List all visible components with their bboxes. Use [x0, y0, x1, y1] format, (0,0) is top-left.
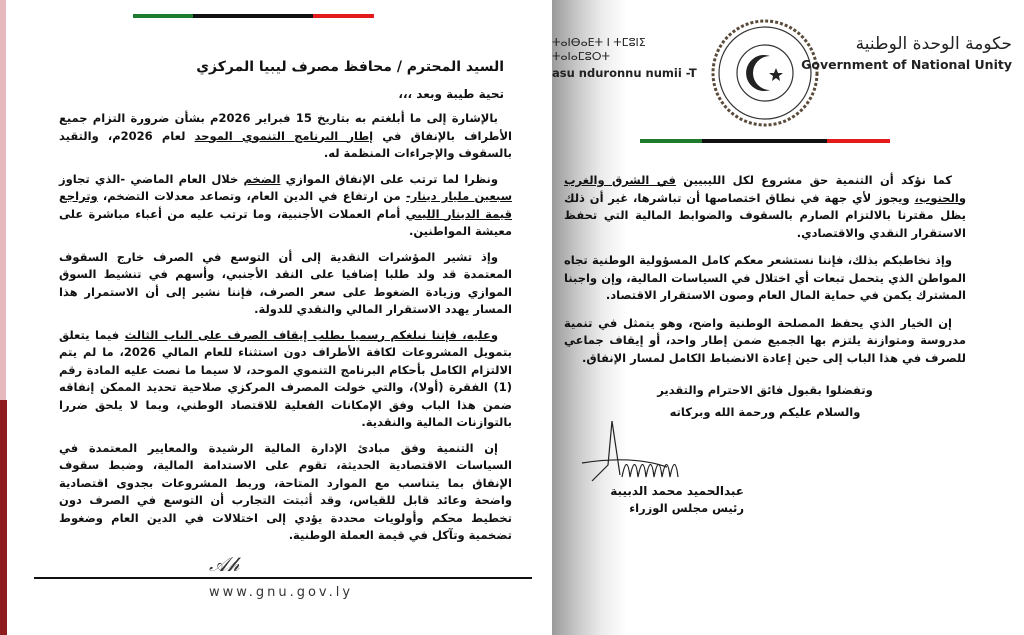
closing-respect: وتفضلوا بقبول فائق الاحترام والتقدير [657, 383, 873, 397]
header-latin-title: asu nduronnu numii -T [552, 66, 697, 80]
text-segment: وإذ نخاطبكم بذلك، فإننا نستشعر معكم كامل المسؤولية الوطنية تجاه المواطن الذي يتحمل تبعات أي اختلال في السياسات المالية، وإن واجبنا المشترك يكمن في حماية المال العام وصون الاستقرار الاقتصاد. [564, 253, 966, 302]
text-segment: من ارتفاع في الدين العام، وتصاعد معدلات التضخم، [97, 189, 406, 203]
text-segment: بالإشارة إلى ما أبلغتم به بتاريخ 15 فبراير 2026م بشأن ضرورة التزام جميع الأطراف بالإنفاق في [59, 111, 512, 143]
page-gap [532, 0, 552, 635]
paragraph [59, 327, 512, 432]
header-english-title: Government of National Unity [801, 57, 1012, 72]
government-seal-logo [710, 18, 820, 128]
scan-edge [0, 0, 6, 400]
text-segment: وإذ تشير المؤشرات النقدية إلى أن التوسع في الصرف خارج السقوف المعتمدة قد ولد طلبا إضافيا على النقد الأجنبي، وأسهم في تنشيط السوق الموازي وزيادة الضغوط على سعر الصرف، فإننا نشير إلى أن الاستمرار هذا المسار يهدد الاستقرار المالي والنقدي للدولة. [59, 249, 512, 316]
paragraph [59, 440, 512, 545]
scan-edge-red [0, 400, 7, 635]
underlined-emphasis: إطار البرنامج التنموي الموحد [194, 128, 374, 143]
header-amazigh-block [552, 36, 702, 80]
letter-page-1 [552, 0, 1024, 635]
text-segment: إن التنمية وفق مبادئ الإدارة المالية الرشيدة والمعايير المعتمدة في السياسات الاقتصادية الحديثة، تقوم على الاستدامة المالية، وضبط سقوف الإنفاق بما يتناسب مع الموارد المتاحة، وربط المشروعات بجدوى اقتصادية واضحة وعائد قابل للقياس، وقد أثبتت التجارب أن التوسع في الصرف دون تخطيط محكم وأولويات محددة يؤدي إلى اختلالات في الدين العام وضغوط تضخمية وتآكل في قيمة العملة الوطنية. [59, 440, 512, 542]
paragraph [564, 315, 966, 368]
handwritten-signature [572, 421, 712, 483]
paragraph [564, 172, 966, 242]
signatory-name: عبدالحميد محمد الدبيبة [610, 484, 744, 498]
underlined-emphasis: الضخم [243, 171, 281, 186]
paragraph [59, 110, 512, 163]
crescent-icon [746, 55, 770, 91]
signatory-title: رئيس مجلس الوزراء [629, 501, 744, 515]
closing-greeting: والسلام عليكم ورحمة الله وبركاته [669, 405, 861, 419]
letter-body [564, 172, 966, 377]
header-arabic-title: حكومة الوحدة الوطنية [855, 34, 1012, 54]
handwritten-initials: 𝒜𝒽 [209, 551, 240, 576]
text-segment: إن الخيار الذي يحفظ المصلحة الوطنية واضح، وهو يتمثل في تنمية مدروسة ومتوازنة يلتزم بها الجميع ضمن إطار واحد، أو إيقاف جماعي للصرف في هذا الباب إلى حين إعادة الانضباط الكامل لمسار الإنفاق. [564, 315, 966, 365]
text-segment: أمام العملات الأجنبية، وما ترتب عليه من أعباء مباشرة على معيشة المواطنين. [59, 206, 512, 238]
paragraph [59, 249, 512, 319]
text-segment: كما نؤكد أن التنمية حق مشروع لكل الليبيين [675, 173, 952, 187]
underlined-emphasis: وتراجع قيمة الدينار الليبي [59, 189, 512, 221]
right-page-content [564, 172, 966, 517]
flag-color-bar [133, 14, 374, 18]
text-segment: لعام 2026م، والتقيد بالسقوف والإجراءات المنظمة له. [59, 128, 512, 160]
letter-body [59, 110, 512, 553]
underlined-emphasis: في الشرق والغرب والجنوب، [564, 173, 966, 205]
paragraph [59, 171, 512, 241]
flag-color-bar [640, 139, 890, 143]
header-tifinagh-title: ⵜⴰⵏⴱⴰⴹⵜ ⵏ ⵜⵎⵓⵏⵉ ⵜⴰⵏⴰⵎⵓⵔⵜ [552, 36, 646, 63]
text-segment: خلال العام الماضي -الذي تجاوز [59, 171, 244, 186]
text-segment: ويجوز لأي جهة في نطاق اختصاصها أن تباشرها، غير أن ذلك يظل مقترنا بالالتزام الصارم بالسقوف والضوابط المالية التي تحفظ الاستقرار النقدي والاقتصادي. [564, 190, 966, 240]
letter-page-2 [7, 0, 532, 635]
paragraph [564, 252, 966, 305]
signature-block [564, 421, 744, 517]
underlined-emphasis: وعليه، فإننا نبلغكم رسميا بطلب إيقاف الصرف على الباب الثالث [124, 327, 498, 342]
footer-divider [34, 577, 539, 579]
footer-url: www.gnu.gov.ly [209, 584, 354, 600]
greeting: تحية طيبة وبعد ،،، [398, 87, 504, 101]
underlined-emphasis: سبعين مليار دينار- [405, 189, 512, 203]
left-page-content [59, 110, 512, 601]
recipient-salutation: السيد المحترم / محافظ مصرف ليبيا المركزي [196, 59, 504, 75]
star-icon [769, 68, 783, 81]
text-segment: ونظرا لما ترتب على الإنفاق الموازي [280, 171, 498, 186]
text-segment: فيما يتعلق بتمويل المشروعات لكافة الأطراف دون استثناء للعام المالي 2026، ما لم يتم الالتزام الكامل بأحكام البرنامج التنموي الموحد، لا سيما ما نصت عليه المادة رقم (1) الفقرة (أولا)، والتي خولت المصرف المركزي صلاحية تحديد الممكن إنفاقه ضمن هذا الباب وفق الإمكانات الفعلية للاقتصاد الوطني، وبما لا يلحق ضررا بالتوازنات المالية والنقدية. [59, 327, 512, 429]
